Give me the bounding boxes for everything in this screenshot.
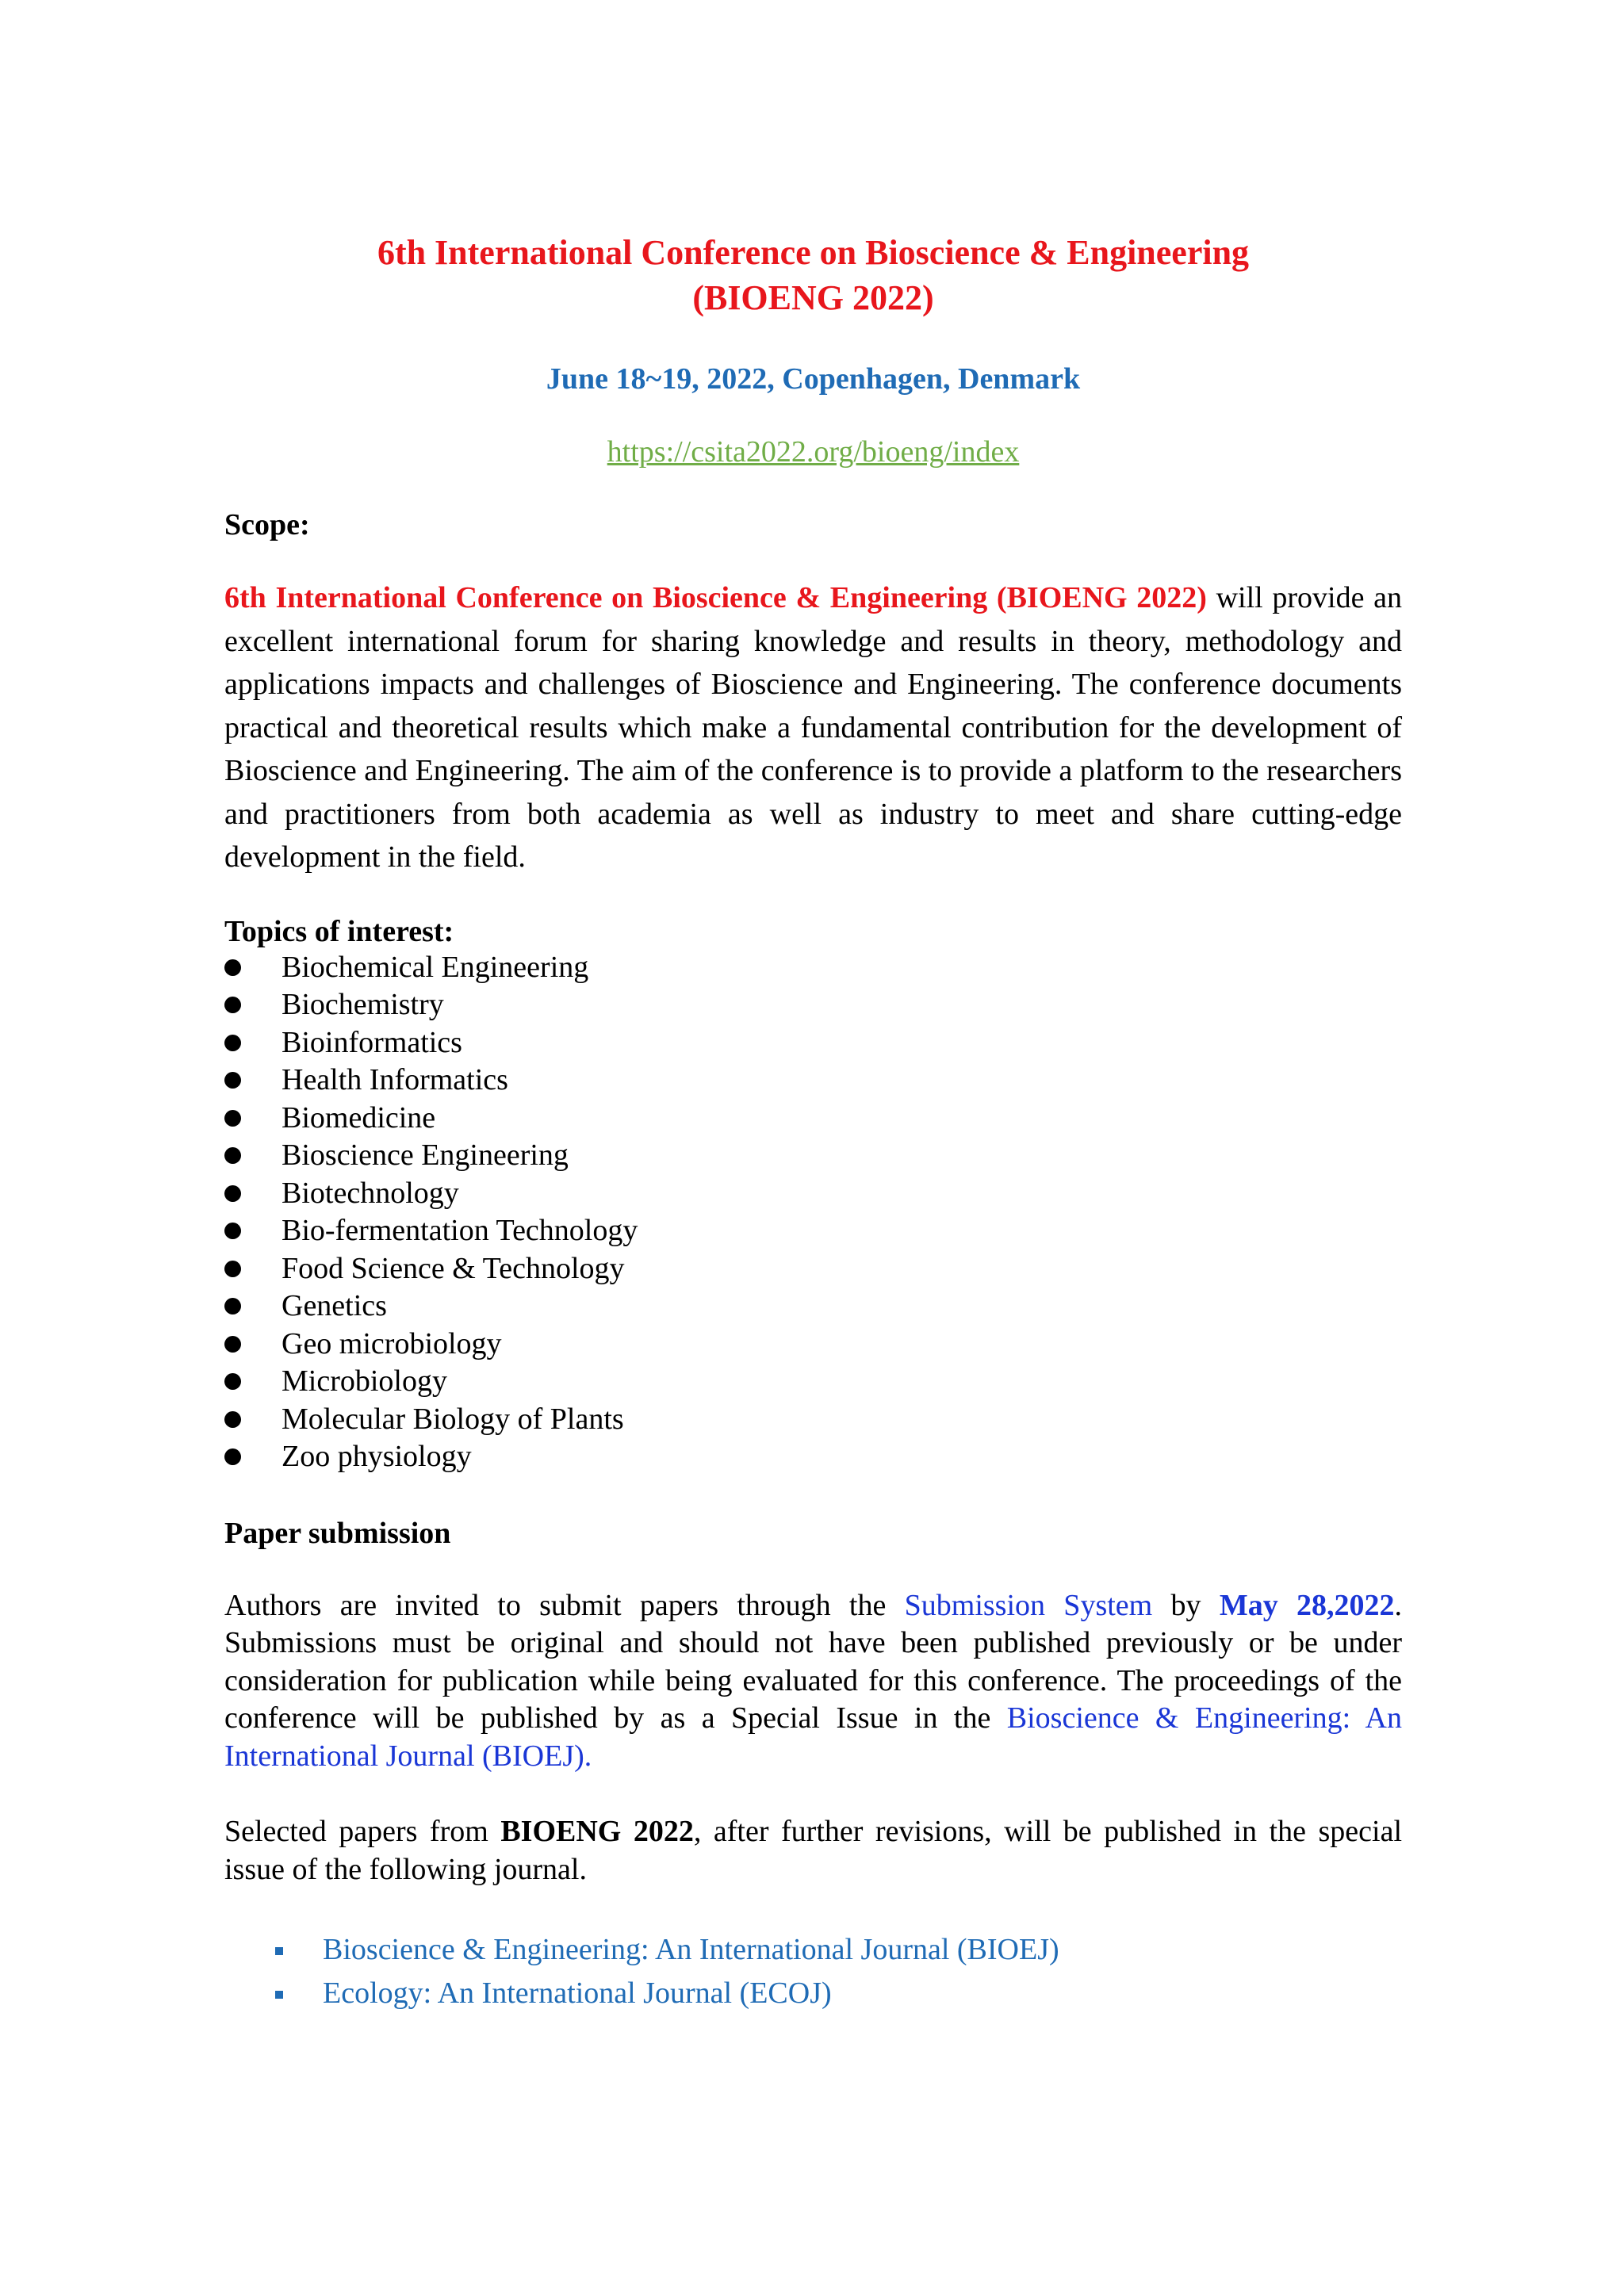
bullet-icon	[224, 1411, 241, 1428]
bullet-icon	[224, 1223, 241, 1239]
list-item	[224, 1326, 1402, 1364]
submission-text: Authors are invited to submit papers through the	[224, 1588, 905, 1622]
scope-heading: Scope:	[224, 508, 310, 541]
topics-heading: Topics of interest:	[224, 914, 454, 948]
paper-submission-heading: Paper submission	[224, 1516, 451, 1550]
conference-title	[224, 230, 1402, 320]
topic-label: Food Science & Technology	[282, 1251, 625, 1285]
topic-label: Molecular Biology of Plants	[282, 1402, 624, 1436]
list-item	[224, 1062, 1402, 1100]
conference-dates: June 18~19, 2022, Copenhagen, Denmark	[546, 362, 1081, 396]
bullet-icon	[224, 1448, 241, 1465]
bullet-icon	[224, 1261, 241, 1277]
list-item	[224, 986, 1402, 1024]
scope-lead: 6th International Conference on Bioscience & Engineering (BIOENG 2022)	[224, 581, 1207, 614]
submission-text: . Submissions must be original and should not have been published previously or be under consideration for publication while being evaluated for this conference. The proceedings of the conference will be published by as a Special Issue in the	[224, 1588, 1402, 1735]
bullet-icon	[224, 1072, 241, 1089]
list-item	[224, 1175, 1402, 1213]
topic-label: Zoo physiology	[282, 1440, 472, 1473]
list-item	[224, 1024, 1402, 1062]
journal-item-bioej[interactable]	[224, 1928, 1402, 1972]
list-item	[224, 1288, 1402, 1326]
submission-system-link[interactable]: Submission System	[904, 1588, 1153, 1622]
bullet-icon	[224, 997, 241, 1013]
journal-item-ecoj[interactable]	[224, 1972, 1402, 2015]
bullet-icon	[224, 1035, 241, 1051]
bullet-icon	[224, 1298, 241, 1314]
journals-list	[224, 1928, 1402, 2015]
topic-label: Biochemistry	[282, 988, 444, 1021]
topic-label: Biomedicine	[282, 1100, 436, 1135]
submission-paragraph	[224, 1587, 1402, 1776]
scope-body: will provide an excellent international forum for sharing knowledge and results in theory, methodology and applications impacts and challenges of Bioscience and Engineering. The conference documents practical and theoretical results which make a fundamental contribution for the development of Bioscience and Engineering. The aim of the conference is to provide a platform to the researchers and practitioners from both academia as well as industry to meet and share cutting-edge development in the field.	[224, 581, 1402, 874]
submission-text: by	[1152, 1588, 1220, 1622]
topic-label: Microbiology	[282, 1364, 447, 1398]
scope-paragraph	[224, 576, 1402, 879]
list-item	[224, 1137, 1402, 1175]
journal-label: Ecology: An International Journal (ECOJ)	[323, 1976, 832, 2010]
list-item	[224, 1100, 1402, 1138]
list-item	[224, 1212, 1402, 1250]
topic-label: Biochemical Engineering	[282, 950, 589, 984]
list-item	[224, 1438, 1402, 1476]
topic-label: Bioscience Engineering	[282, 1138, 569, 1172]
list-item	[224, 1250, 1402, 1288]
topics-list	[224, 949, 1402, 1476]
conference-url-line	[224, 433, 1402, 471]
selected-text: , after further revisions, will be published in the special issue of the following journal.	[224, 1815, 1402, 1886]
bullet-icon	[224, 1110, 241, 1127]
bullet-icon	[224, 959, 241, 976]
title-line-1: 6th International Conference on Bioscience & Engineering	[377, 233, 1250, 272]
selected-papers-paragraph	[224, 1813, 1402, 1888]
journal-link[interactable]: Bioscience & Engineering: An International Journal (BIOEJ).	[224, 1701, 1402, 1773]
topic-label: Bio-fermentation Technology	[282, 1214, 638, 1247]
square-bullet-icon	[275, 1991, 283, 1999]
bullet-icon	[224, 1185, 241, 1202]
selected-conference-name: BIOENG 2022	[500, 1815, 694, 1848]
topic-label: Geo microbiology	[282, 1326, 502, 1360]
selected-text: Selected papers from	[224, 1815, 501, 1848]
list-item	[224, 949, 1402, 987]
conference-url-link[interactable]: https://csita2022.org/bioeng/index	[607, 435, 1020, 469]
submission-deadline: May 28,2022	[1219, 1588, 1395, 1622]
bullet-icon	[224, 1336, 241, 1353]
topic-label: Genetics	[282, 1289, 387, 1322]
list-item	[224, 1363, 1402, 1401]
journal-label: Bioscience & Engineering: An International Journal (BIOEJ)	[323, 1933, 1059, 1966]
topic-label: Health Informatics	[282, 1063, 508, 1096]
document-page	[224, 230, 1402, 2015]
square-bullet-icon	[275, 1947, 283, 1955]
bullet-icon	[224, 1373, 241, 1390]
bullet-icon	[224, 1147, 241, 1164]
list-item	[224, 1401, 1402, 1439]
topic-label: Bioinformatics	[282, 1025, 462, 1059]
title-line-2: (BIOENG 2022)	[692, 278, 934, 317]
topic-label: Biotechnology	[282, 1176, 459, 1210]
